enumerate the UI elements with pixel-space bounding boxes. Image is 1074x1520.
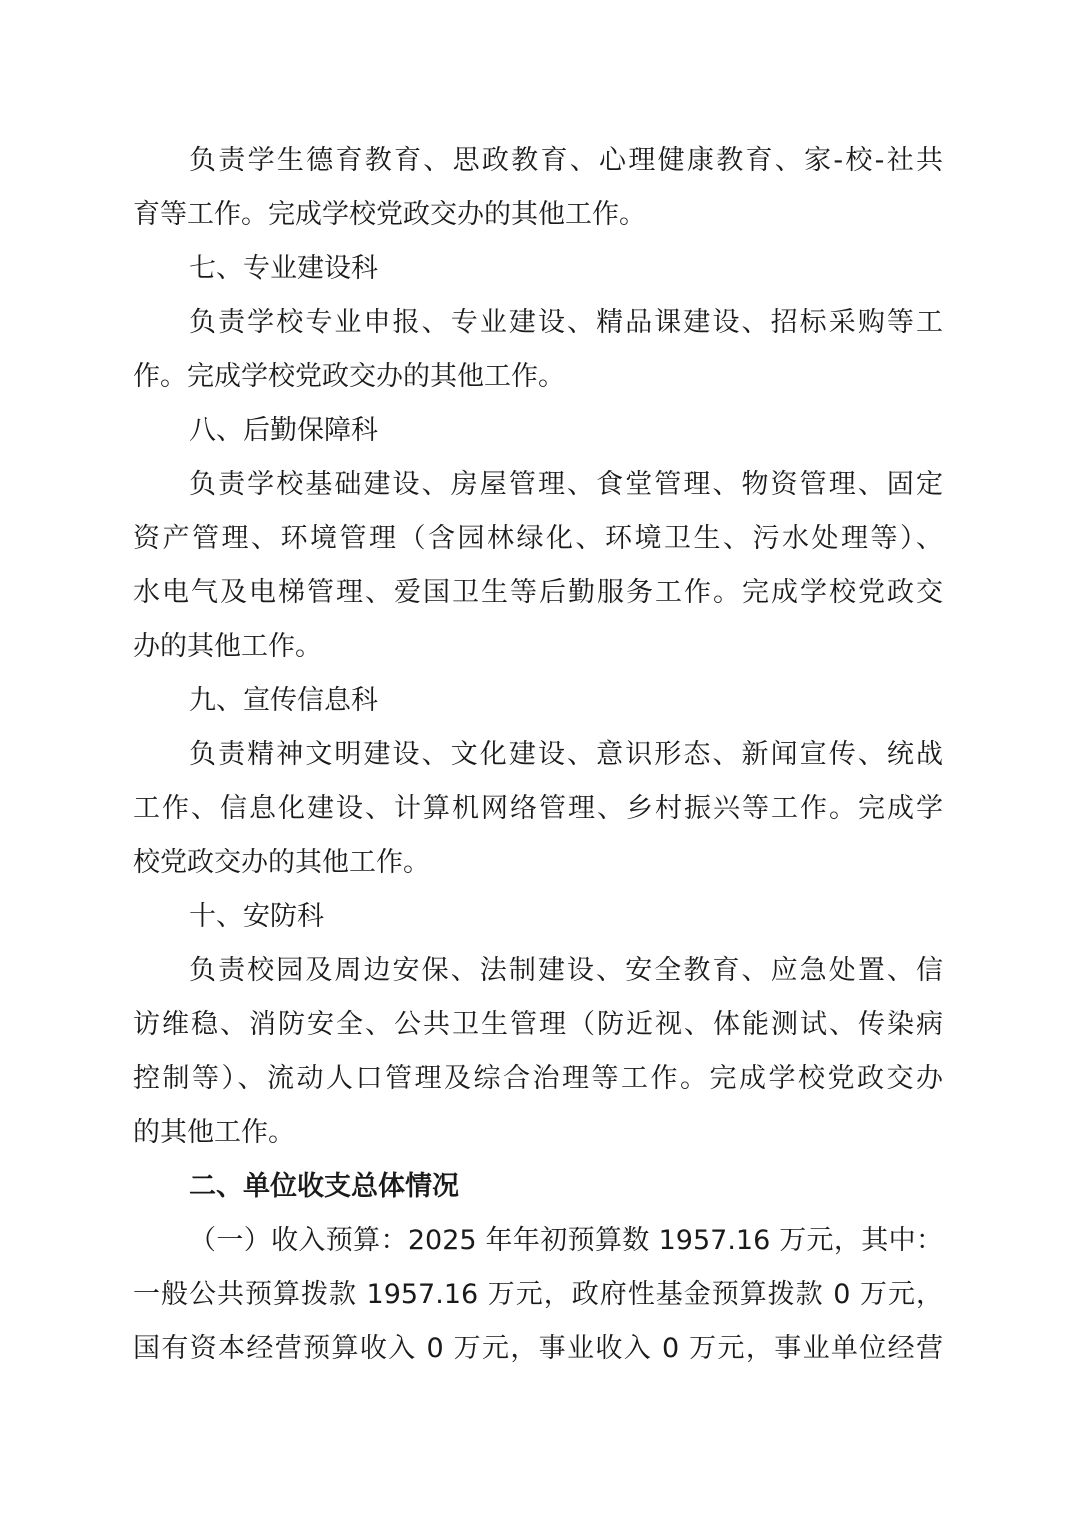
paragraph-line: 国有资本经营预算收入 0 万元，事业收入 0 万元，事业单位经营 (133, 1333, 943, 1364)
paragraph-line: 负责学校专业申报、专业建设、精品课建设、招标采购等工 (189, 307, 943, 338)
paragraph-line: 育等工作。完成学校党政交办的其他工作。 (133, 199, 646, 230)
paragraph-line: 负责校园及周边安保、法制建设、安全教育、应急处置、信 (189, 955, 943, 986)
document-page (133, 134, 943, 1376)
paragraph-line: 校党政交办的其他工作。 (133, 847, 430, 878)
paragraph-line: 水电气及电梯管理、爱国卫生等后勤服务工作。完成学校党政交 (133, 577, 943, 608)
paragraph-line: 访维稳、消防安全、公共卫生管理（防近视、体能测试、传染病 (133, 1009, 943, 1040)
paragraph-line: 控制等）、流动人口管理及综合治理等工作。完成学校党政交办 (133, 1063, 943, 1094)
paragraph-line: 一般公共预算拨款 1957.16 万元，政府性基金预算拨款 0 万元， (133, 1279, 943, 1310)
section-heading: 八、后勤保障科 (189, 415, 378, 446)
paragraph-line: 负责精神文明建设、文化建设、意识形态、新闻宣传、统战 (189, 739, 943, 770)
paragraph-line: 负责学生德育教育、思政教育、心理健康教育、家-校-社共 (189, 145, 943, 176)
paragraph-line: 办的其他工作。 (133, 631, 322, 662)
section-heading: 十、安防科 (189, 901, 324, 932)
paragraph-line: 工作、信息化建设、计算机网络管理、乡村振兴等工作。完成学 (133, 793, 943, 824)
paragraph-line: 资产管理、环境管理（含园林绿化、环境卫生、污水处理等）、 (133, 523, 943, 554)
section-heading: 九、宣传信息科 (189, 685, 378, 716)
paragraph-line: 负责学校基础建设、房屋管理、食堂管理、物资管理、固定 (189, 469, 943, 500)
paragraph-line: 的其他工作。 (133, 1117, 295, 1148)
paragraph-line: 作。完成学校党政交办的其他工作。 (133, 361, 565, 392)
section-heading: 七、专业建设科 (189, 253, 378, 284)
chapter-heading: 二、单位收支总体情况 (189, 1171, 459, 1202)
paragraph-line: （一）收入预算：2025 年年初预算数 1957.16 万元，其中： (189, 1225, 943, 1256)
